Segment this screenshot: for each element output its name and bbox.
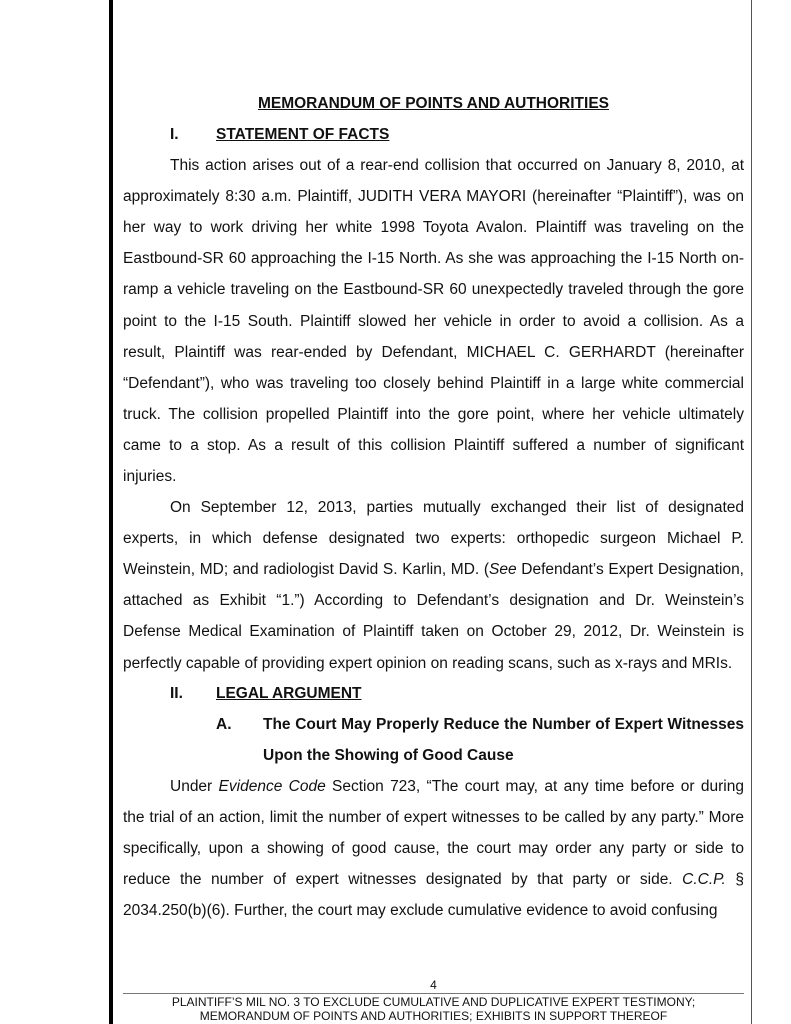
text-line: injuries. (123, 468, 177, 485)
page-number: 4 (430, 978, 437, 992)
section-2-heading: LEGAL ARGUMENT (216, 685, 362, 702)
footer-rule (123, 993, 744, 994)
text-line: her way to work driving her white 1998 Toyota Avalon. Plaintiff was traveling on the (123, 219, 744, 237)
section-1-number: I. (170, 126, 179, 143)
text-line: This action arises out of a rear-end collision that occurred on January 8, 2010, at (170, 157, 744, 174)
left-margin-rule (109, 0, 113, 1024)
text-line: “Defendant”), who was traveling too closely behind Plaintiff in a large white commercial (123, 374, 744, 392)
right-margin-rule (751, 0, 752, 1024)
text-line: Weinstein, MD; and radiologist David S. Karlin, MD. (See Defendant’s Expert Designation, (123, 561, 744, 579)
text-line: perfectly capable of providing expert opinion on reading scans, such as x-rays and MRIs. (123, 654, 733, 672)
text-line: point to the I-15 South. Plaintiff slowed her vehicle in order to avoid a collision. As a (123, 312, 744, 330)
text-line: On September 12, 2013, parties mutually exchanged their list of designated (170, 499, 744, 516)
text-line: experts, in which defense designated two experts: orthopedic surgeon Michael P. (123, 530, 744, 548)
text-line: reduce the number of expert witnesses designated by that party or side. C.C.P. § (123, 871, 744, 889)
text-line: came to a stop. As a result of this collision Plaintiff suffered a number of significant (123, 436, 744, 454)
subsection-a-number: A. (216, 716, 232, 733)
section-1-heading: STATEMENT OF FACTS (216, 126, 390, 143)
text-line: 2034.250(b)(6). Further, the court may exclude cumulative evidence to avoid confusing (123, 902, 718, 920)
text-line: ramp a vehicle traveling on the Eastbound-SR 60 unexpectedly traveled through the gore (123, 281, 744, 299)
section-2-number: II. (170, 685, 183, 702)
text-line: Eastbound-SR 60 approaching the I-15 North. As she was approaching the I-15 North on- (123, 250, 744, 268)
text-line: result, Plaintiff was rear-ended by Defendant, MICHAEL C. GERHARDT (hereinafter (123, 343, 744, 361)
footer-line-1: PLAINTIFF’S MIL NO. 3 TO EXCLUDE CUMULATIVE AND DUPLICATIVE EXPERT TESTIMONY; (171, 995, 696, 1009)
text-line: approximately 8:30 a.m. Plaintiff, JUDITH VERA MAYORI (hereinafter “Plaintiff”), was on (123, 188, 744, 206)
text-line: Defense Medical Examination of Plaintiff taken on October 29, 2012, Dr. Weinstein is (123, 623, 744, 641)
text-line: specifically, upon a showing of good cause, the court may order any party or side to (123, 840, 744, 858)
text-line: the trial of an action, limit the number of expert witnesses to be called by any party.” More (123, 809, 744, 827)
text-line: Under Evidence Code Section 723, “The court may, at any time before or during (170, 778, 744, 795)
page-title: MEMORANDUM OF POINTS AND AUTHORITIES (257, 95, 610, 112)
text-line: attached as Exhibit “1.”) According to Defendant’s designation and Dr. Weinstein’s (123, 592, 744, 610)
footer-line-2: MEMORANDUM OF POINTS AND AUTHORITIES; EXHIBITS IN SUPPORT THEREOF (199, 1009, 668, 1023)
subsection-a-heading-line-2: Upon the Showing of Good Cause (263, 747, 514, 764)
text-line: truck. The collision propelled Plaintiff into the gore point, where her vehicle ultimately (123, 405, 744, 423)
subsection-a-heading-line-1: The Court May Properly Reduce the Number of Expert Witnesses (263, 716, 744, 733)
